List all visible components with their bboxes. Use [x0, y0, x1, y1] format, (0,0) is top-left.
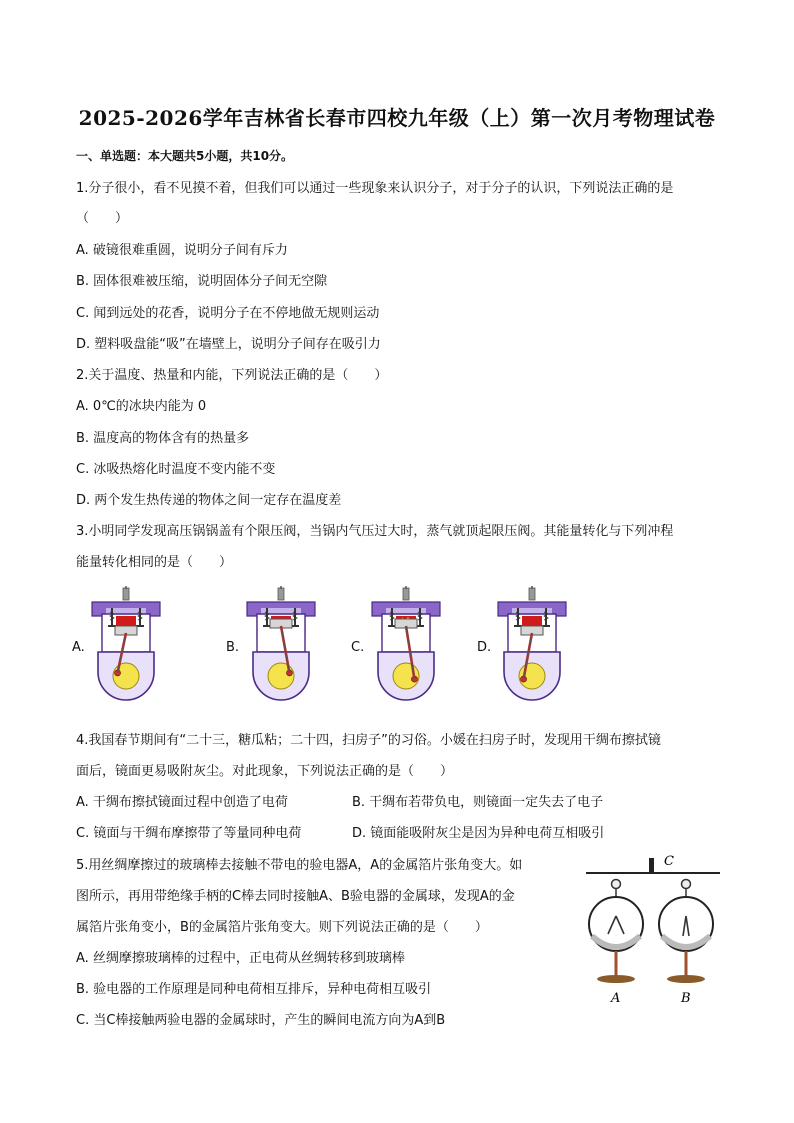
q5-stem-line2: 图所示，再用带绝缘手柄的C棒去同时接触A、B验电器的金属球，发现A的金 — [76, 889, 515, 904]
q4-option-c: C. 镜面与干绸布摩擦带了等量同种电荷 — [76, 826, 302, 841]
q5-option-b: B. 验电器的工作原理是同种电荷相互排斥，异种电荷相互吸引 — [76, 982, 432, 997]
q1-option-d: D. 塑料吸盘能“吸”在墙壁上，说明分子间存在吸引力 — [76, 337, 381, 352]
q4-stem-line1: 4.我国春节期间有“二十三，糖瓜粘；二十四，扫房子”的习俗。小媛在扫房子时，发现用干绸布擦拭镜 — [76, 733, 661, 748]
q4-option-b: B. 干绸布若带负电，则镜面一定失去了电子 — [352, 795, 604, 810]
electroscope-figure — [578, 848, 728, 1008]
electroscope-label-b: B — [681, 991, 691, 1006]
q2-option-b: B. 温度高的物体含有的热量多 — [76, 431, 250, 446]
q1-stem-line2: （ ） — [76, 211, 129, 226]
q4-stem-line2: 面后，镜面更易吸附灰尘。对此现象，下列说法正确的是（ ） — [76, 764, 454, 779]
q5-stem-line3: 属箔片张角变小，B的金属箔片张角变大。则下列说法正确的是（ ） — [76, 920, 488, 935]
q2-option-c: C. 冰吸热熔化时温度不变内能不变 — [76, 462, 276, 477]
q3-label-c: C. — [351, 640, 365, 655]
q5-stem-line1: 5.用丝绸摩擦过的玻璃棒去接触不带电的验电器A，A的金属箔片张角变大。如 — [76, 858, 523, 873]
q5-option-c: C. 当C棒接触两验电器的金属球时，产生的瞬间电流方向为A到B — [76, 1013, 446, 1028]
engine-diagram-c — [368, 586, 444, 704]
q1-option-b: B. 固体很难被压缩，说明固体分子间无空隙 — [76, 274, 328, 289]
q1-option-a: A. 破镜很难重圆，说明分子间有斥力 — [76, 243, 288, 258]
engine-diagram-b — [243, 586, 319, 704]
q1-stem-line1: 1.分子很小，看不见摸不着，但我们可以通过一些现象来认识分子，对于分子的认识，下列说法正确的是 — [76, 181, 674, 196]
q3-label-d: D. — [477, 640, 492, 655]
engine-diagram-a — [88, 586, 164, 704]
q1-option-c: C. 闻到远处的花香，说明分子在不停地做无规则运动 — [76, 306, 380, 321]
rod-label-c: C — [664, 854, 674, 869]
section-heading: 一、单选题：本大题共5小题，共10分。 — [76, 149, 294, 163]
electroscope-b — [659, 880, 713, 984]
q4-option-d: D. 镜面能吸附灰尘是因为异种电荷互相吸引 — [352, 826, 605, 841]
engine-diagram-d — [494, 586, 570, 704]
q2-option-d: D. 两个发生热传递的物体之间一定存在温度差 — [76, 493, 342, 508]
q2-option-a: A. 0℃的冰块内能为 0 — [76, 399, 207, 414]
q2-stem: 2.关于温度、热量和内能，下列说法正确的是（ ） — [76, 368, 388, 383]
q3-stem-line2: 能量转化相同的是（ ） — [76, 555, 233, 570]
q3-label-a: A. — [72, 640, 85, 655]
q5-option-a: A. 丝绸摩擦玻璃棒的过程中，正电荷从丝绸转移到玻璃棒 — [76, 951, 405, 966]
q4-option-a: A. 干绸布擦拭镜面过程中创造了电荷 — [76, 795, 288, 810]
electroscope-a — [589, 880, 643, 984]
q3-label-b: B. — [226, 640, 240, 655]
page-title: 2025-2026学年吉林省长春市四校九年级（上）第一次月考物理试卷 — [78, 106, 716, 130]
q3-stem-line1: 3.小明同学发现高压锅锅盖有个限压阀，当锅内气压过大时，蒸气就顶起限压阀。其能量转化与下列冲程 — [76, 524, 674, 539]
electroscope-label-a: A — [611, 991, 621, 1006]
